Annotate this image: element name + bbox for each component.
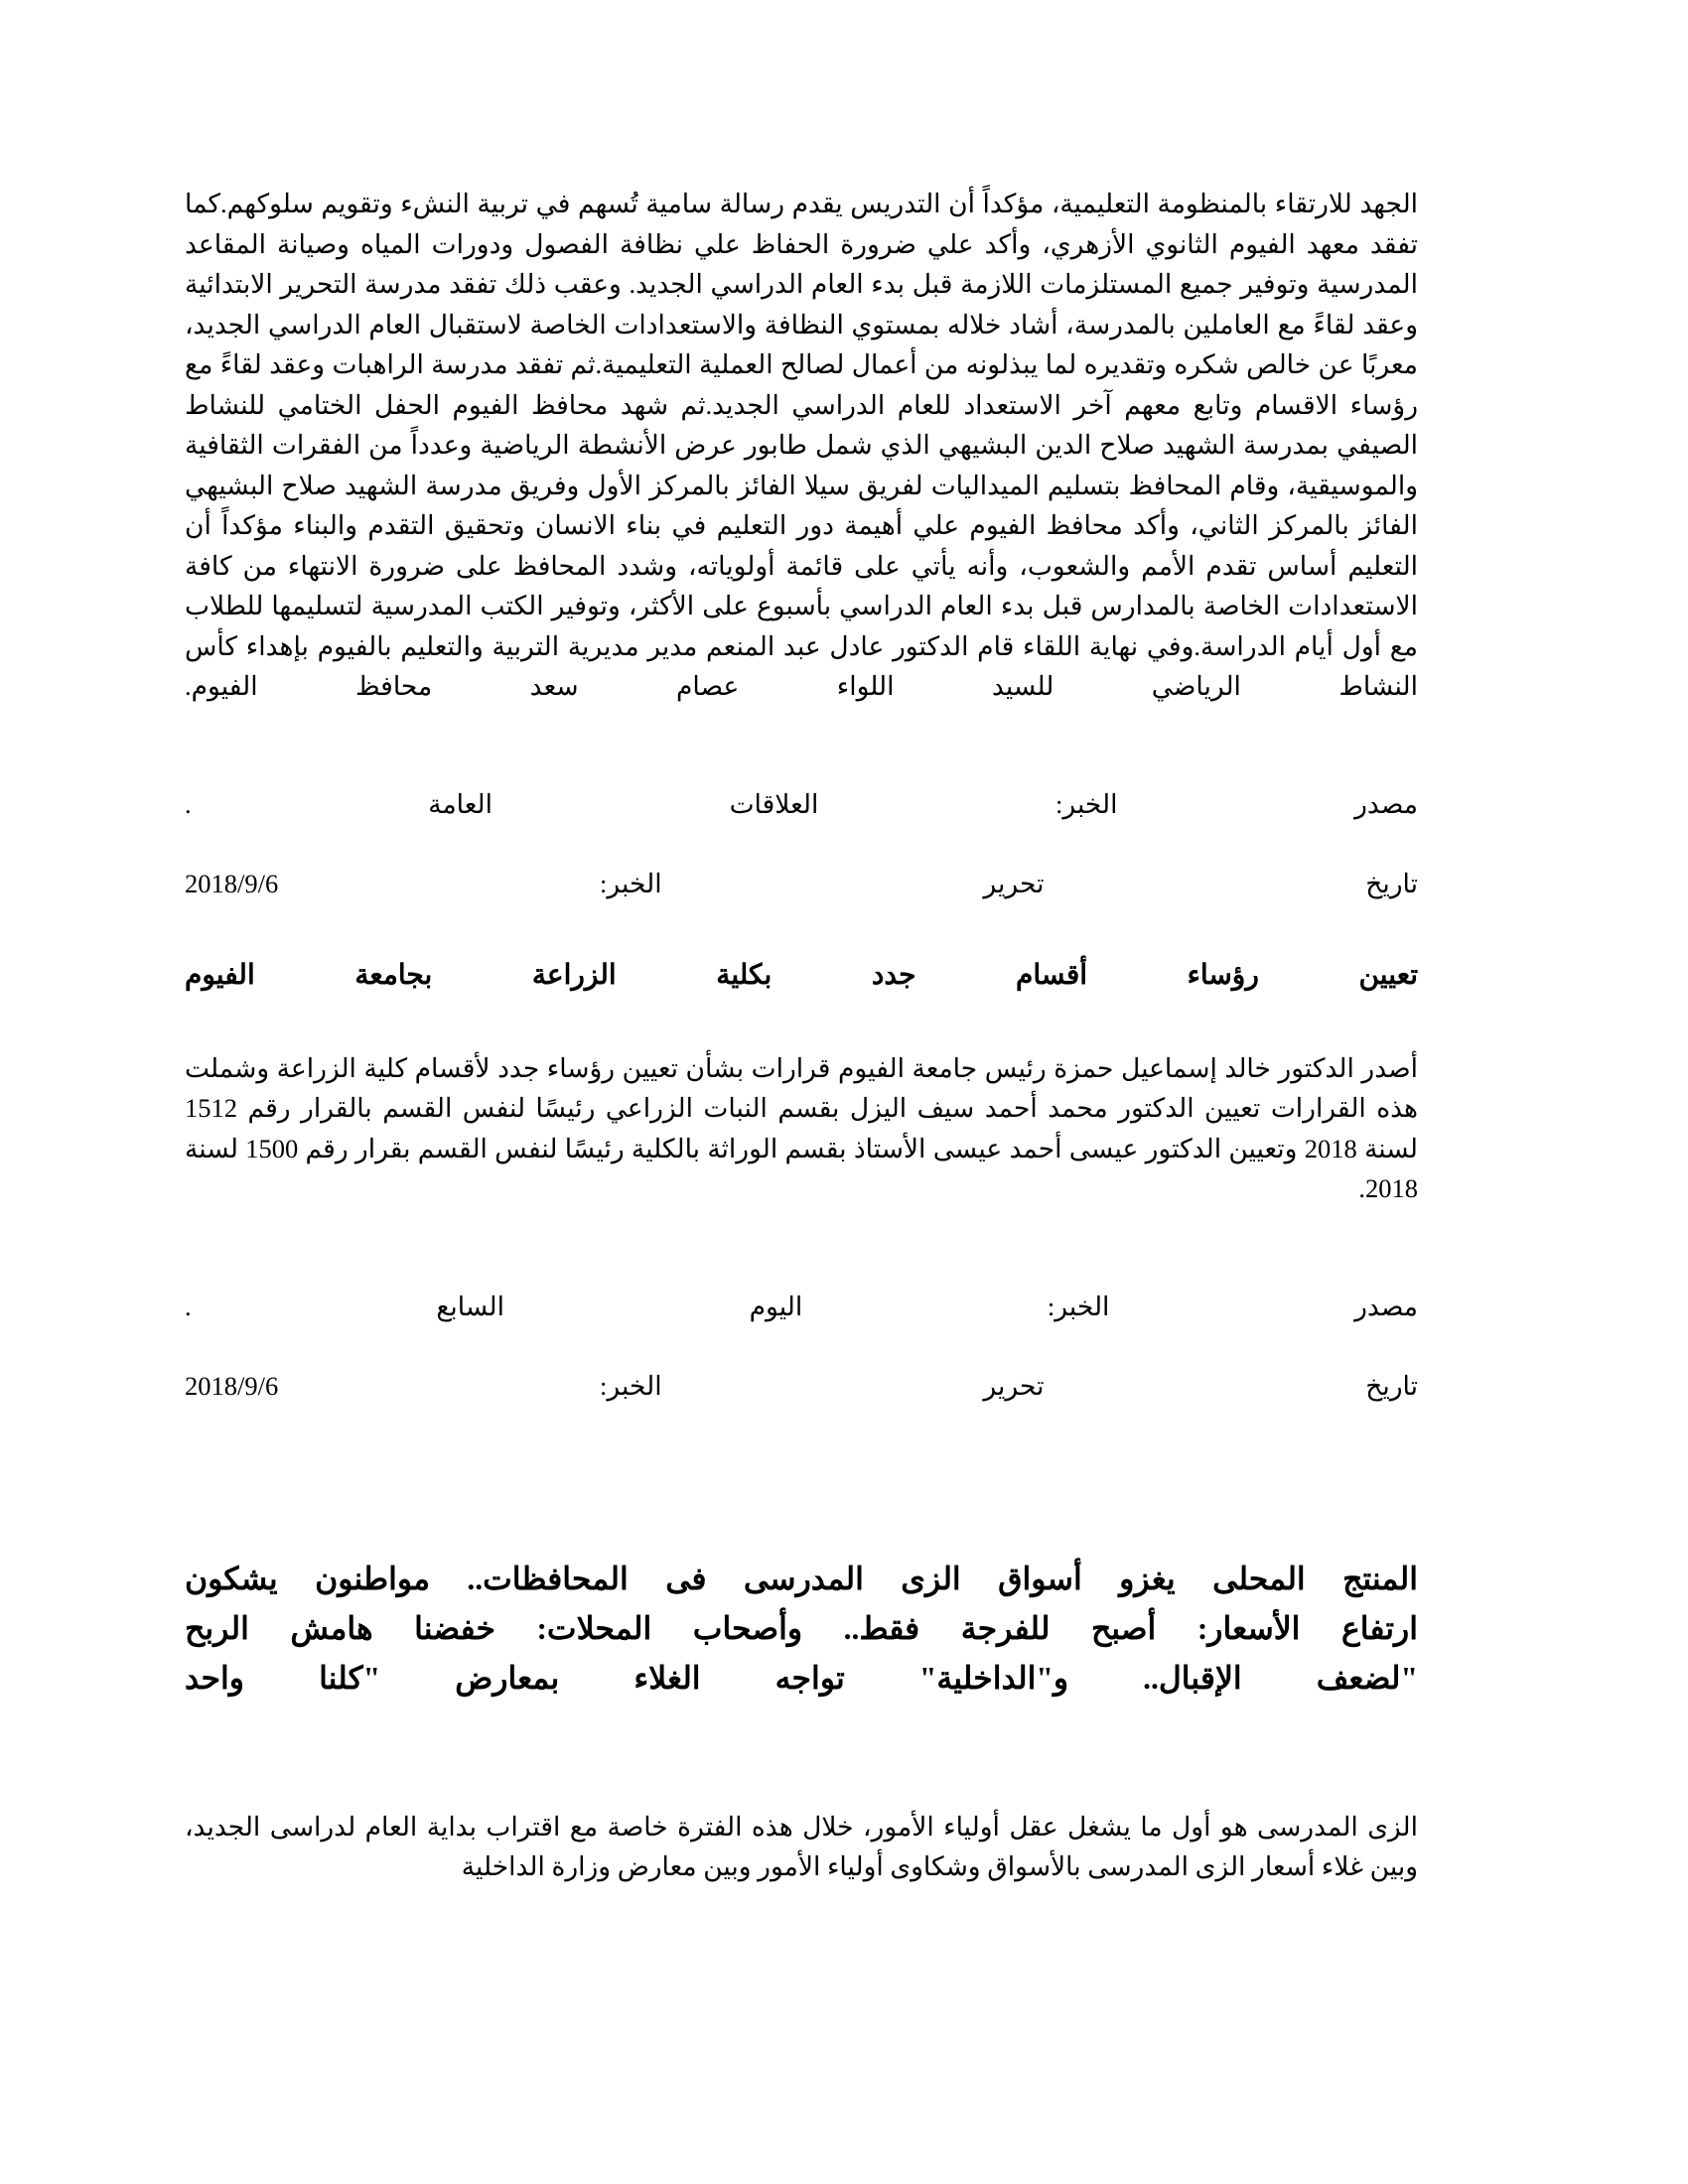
spacer xyxy=(185,707,1418,784)
article-one-date: تاريخ تحرير الخبر: 2018/9/6 xyxy=(185,868,1418,898)
spacer xyxy=(185,824,1418,864)
document-content xyxy=(185,184,1418,1887)
article-three-headline xyxy=(185,1555,1418,1704)
spacer xyxy=(185,1209,1418,1287)
article-one-source: مصدر الخبر: العلاقات العامة . xyxy=(185,788,1418,819)
spacer xyxy=(185,1326,1418,1366)
headline-line-2: ارتفاع الأسعار: أصبح للفرجة فقط.. وأصحاب المحلات: خفضنا هامش الربح xyxy=(185,1610,1418,1646)
headline-line-1: المنتج المحلى يغزو أسواق الزى المدرسى فى المحافظات.. مواطنون يشكون xyxy=(185,1561,1418,1596)
article-three-body: الزى المدرسى هو أول ما يشغل عقل أولياء الأمور، خلال هذه الفترة خاصة مع اقتراب بداية العام لدراسى الجديد، وبين غلاء أسعار الزى المدرسى بالأسواق وشكاوى أولياء الأمور وبين معارض وزارة الداخلية xyxy=(185,1811,1418,1881)
spacer xyxy=(185,1704,1418,1807)
spacer xyxy=(185,1406,1418,1555)
article-two-source: مصدر الخبر: اليوم السابع . xyxy=(185,1291,1418,1321)
spacer xyxy=(185,997,1418,1048)
article-two-date: تاريخ تحرير الخبر: 2018/9/6 xyxy=(185,1370,1418,1401)
spacer xyxy=(185,903,1418,955)
article-two-heading: تعيين رؤساء أقسام جدد بكلية الزراعة بجامعة الفيوم xyxy=(185,959,1418,991)
article-two-body: أصدر الدكتور خالد إسماعيل حمزة رئيس جامعة الفيوم قرارات بشأن تعيين رؤساء جدد لأقسام كلية الزراعة وشملت هذه القرارات تعيين الدكتور محمد أحمد سيف اليزل بقسم النبات الزراعي رئيسًا لنفس القسم بالقرار رقم 1512 لسنة 2018 وتعيين الدكتور عيسى أحمد عيسى الأستاذ بقسم الوراثة بالكلية رئيسًا لنفس القسم بقرار رقم 1500 لسنة 2018. xyxy=(185,1052,1418,1203)
article-one-body: الجهد للارتقاء بالمنظومة التعليمية، مؤكداً أن التدريس يقدم رسالة سامية تُسهم في تربية النشء وتقويم سلوكهم.كما تفقد معهد الفيوم الثانوي الأزهري، وأكد علي ضرورة الحفاظ علي نظافة الفصول ودورات المياه وصيانة المقاعد المدرسية وتوفير جميع المستلزمات اللازمة قبل بدء العام الدراسي الجديد. وعقب ذلك تفقد مدرسة التحرير الابتدائية وعقد لقاءً مع العاملين بالمدرسة، أشاد خلاله بمستوي النظافة والاستعدادات الخاصة لاستقبال العام الدراسي الجديد، معربًا عن خالص شكره وتقديره لما يبذلونه من أعمال لصالح العملية التعليمية.ثم تفقد مدرسة الراهبات وعقد لقاءً مع رؤساء الاقسام وتابع معهم آخر الاستعداد للعام الدراسي الجديد.ثم شهد محافظ الفيوم الحفل الختامي للنشاط الصيفي بمدرسة الشهيد صلاح الدين البشيهي الذي شمل طابور عرض الأنشطة الرياضية وعدداً من الفقرات الثقافية والموسيقية، وقام المحافظ بتسليم الميداليات لفريق سيلا الفائز بالمركز الأول وفريق مدرسة الشهيد صلاح البشيهي الفائز بالمركز الثاني، وأكد محافظ الفيوم علي أهيمة دور التعليم في بناء الانسان وتحقيق التقدم والبناء مؤكداً أن التعليم أساس تقدم الأمم والشعوب، وأنه يأتي على قائمة أولوياته، وشدد المحافظ على ضرورة الانتهاء من كافة الاستعدادات الخاصة بالمدارس قبل بدء العام الدراسي بأسبوع على الأكثر، وتوفير الكتب المدرسية لتسليمها للطلاب مع أول أيام الدراسة.وفي نهاية اللقاء قام الدكتور عادل عبد المنعم مدير مديرية التربية والتعليم بالفيوم بإهداء كأس النشاط الرياضي للسيد اللواء عصام سعد محافظ الفيوم. xyxy=(185,189,1419,701)
headline-line-3: "لضعف الإقبال.. و"الداخلية" تواجه الغلاء بمعارض "كلنا واحد xyxy=(185,1660,1418,1696)
